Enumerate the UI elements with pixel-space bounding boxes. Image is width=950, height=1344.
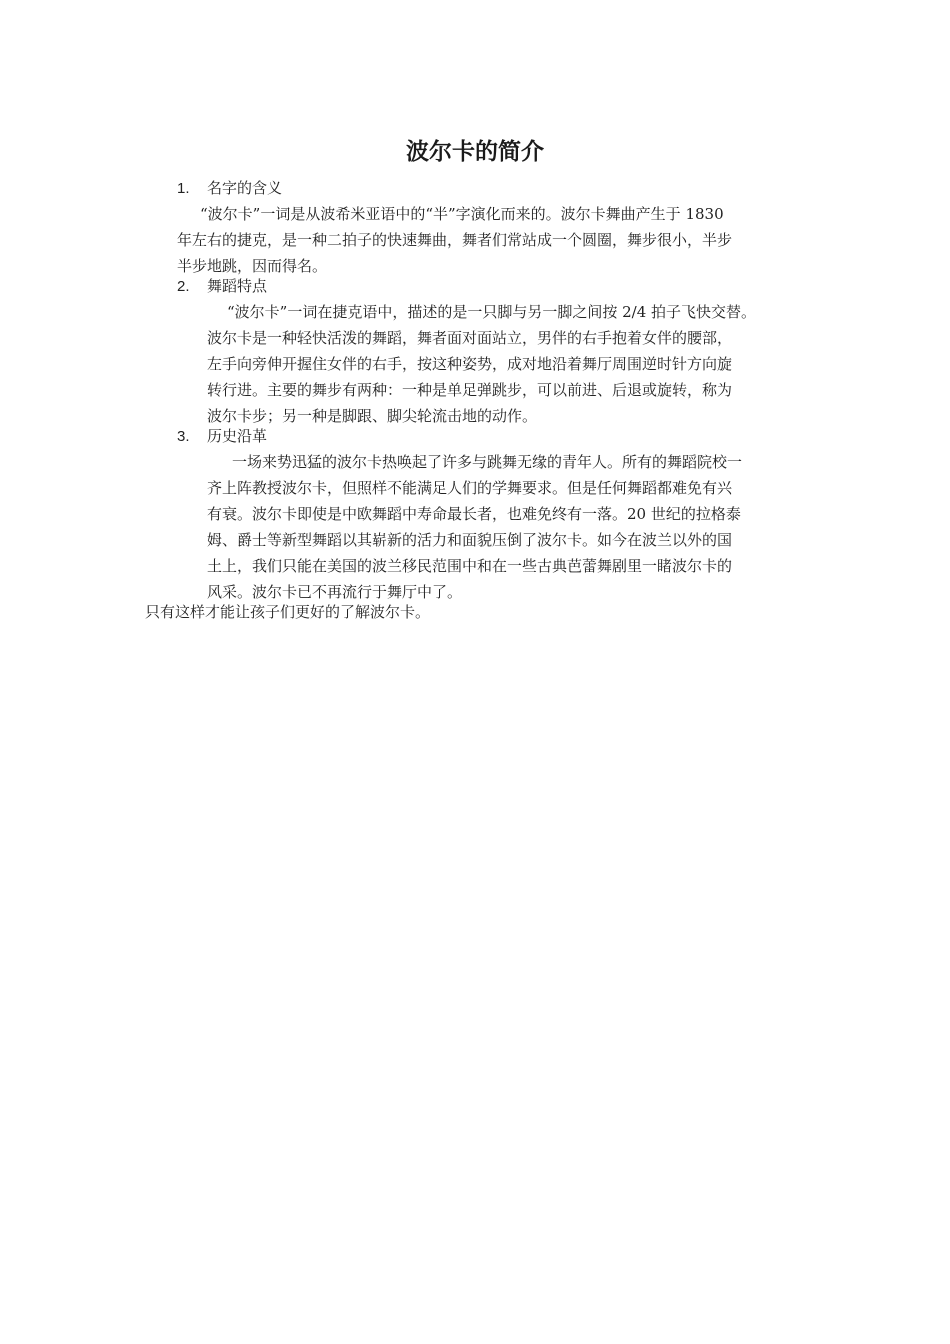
paragraph-line: 波尔卡步；另一种是脚跟、脚尖轮流击地的动作。 (207, 407, 538, 425)
page-title: 波尔卡的简介 (406, 139, 544, 165)
paragraph-line: 转行进。主要的舞步有两种：一种是单足弹跳步，可以前进、后退或旋转，称为 (207, 381, 733, 399)
paragraph-line: 波尔卡是一种轻快活泼的舞蹈，舞者面对面站立，男伴的右手抱着女伴的腰部， (207, 329, 733, 347)
paragraph-line: 半步地跳，因而得名。 (177, 257, 328, 275)
paragraph-line: 一场来势迅猛的波尔卡热唤起了许多与跳舞无缘的青年人。所有的舞蹈院校一 (232, 453, 743, 471)
section-title: 名字的含义 (207, 179, 283, 197)
section-number: 2. (177, 278, 190, 295)
paragraph-line: “波尔卡”一词在捷克语中，描述的是一只脚与另一脚之间按 2/4 拍子飞快交替。 (227, 303, 757, 321)
paragraph-line: 土上，我们只能在美国的波兰移民范围中和在一些古典芭蕾舞剧里一睹波尔卡的 (207, 557, 733, 575)
paragraph-line: 姆、爵士等新型舞蹈以其崭新的活力和面貌压倒了波尔卡。如今在波兰以外的国 (207, 531, 733, 549)
paragraph-line: 风采。波尔卡已不再流行于舞厅中了。 (207, 583, 463, 601)
paragraph-line: “波尔卡”一词是从波希米亚语中的“半”字演化而来的。波尔卡舞曲产生于 1830 (200, 205, 724, 223)
closing-sentence: 只有这样才能让孩子们更好的了解波尔卡。 (145, 603, 431, 621)
section-number: 3. (177, 428, 190, 445)
section-paragraph (207, 449, 817, 605)
section-heading (177, 423, 267, 450)
paragraph-line: 左手向旁伸开握住女伴的右手，按这种姿势，成对地沿着舞厅周围逆时针方向旋 (207, 355, 733, 373)
section-paragraph (177, 201, 807, 279)
paragraph-line: 年左右的捷克，是一种二拍子的快速舞曲，舞者们常站成一个圆圈，舞步很小，半步 (177, 231, 733, 249)
section-title: 舞蹈特点 (207, 277, 268, 295)
section-heading (177, 175, 282, 202)
section-paragraph (207, 299, 817, 429)
paragraph-line: 有衰。波尔卡即使是中欧舞蹈中寿命最长者，也难免终有一落。20 世纪的拉格泰 (207, 505, 741, 523)
section-title: 历史沿革 (207, 427, 268, 445)
paragraph-line: 齐上阵教授波尔卡，但照样不能满足人们的学舞要求。但是任何舞蹈都难免有兴 (207, 479, 733, 497)
section-heading (177, 273, 267, 300)
section-number: 1. (177, 180, 190, 197)
